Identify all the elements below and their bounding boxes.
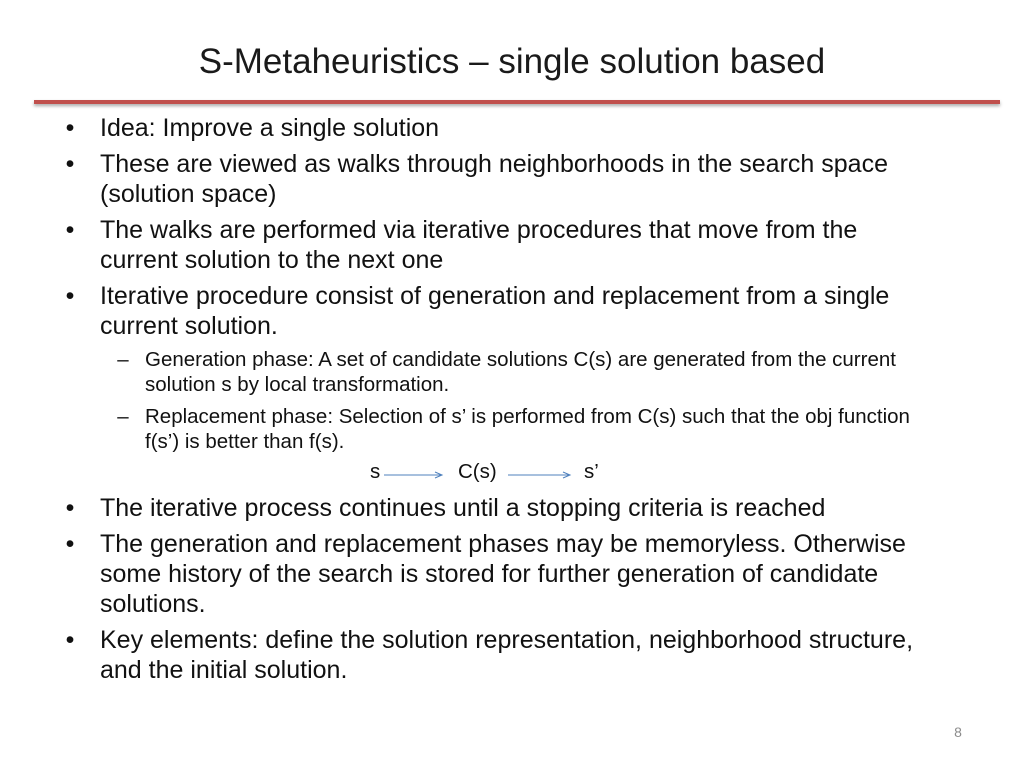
- sub-bullet-item: [117, 404, 945, 454]
- sub-bullet-text: Replacement phase: Selection of s’ is performed from C(s) such that the obj function f(s’) is better than f(s).: [145, 405, 910, 453]
- flow-middle-label: C(s): [458, 460, 497, 483]
- title-divider: [34, 100, 1000, 104]
- bullet-item: [65, 625, 940, 685]
- bullet-dot: •: [65, 216, 75, 244]
- bullet-dot: •: [65, 530, 75, 558]
- bullet-item: [65, 149, 940, 209]
- bullet-dot: •: [65, 494, 75, 522]
- bullet-text: Iterative procedure consist of generation and replacement from a single current solution.: [100, 282, 890, 340]
- bullet-item: [65, 113, 940, 143]
- bullet-text: Key elements: define the solution representation, neighborhood structure, and the initial solution.: [100, 626, 914, 684]
- flow-arrow-icon: [384, 471, 444, 479]
- sub-bullet-item: [117, 347, 945, 397]
- bullet-dot: •: [65, 282, 75, 310]
- dash-marker: –: [117, 405, 129, 428]
- bullet-item: [65, 281, 940, 341]
- flow-arrow-icon: [508, 471, 572, 479]
- slide-title: S-Metaheuristics – single solution based: [198, 42, 826, 81]
- slide-body: [0, 113, 1024, 691]
- flow-end-label: s’: [584, 460, 599, 483]
- bullet-dot: •: [65, 150, 75, 178]
- bullet-dot: •: [65, 114, 75, 142]
- bullet-text: The generation and replacement phases may be memoryless. Otherwise some history of the search is stored for further generation of candidate solutions.: [100, 530, 906, 618]
- bullet-item: [65, 493, 940, 523]
- page-number: 8: [954, 724, 962, 740]
- bullet-text: Idea: Improve a single solution: [100, 114, 440, 142]
- flow-diagram: [0, 459, 1024, 487]
- bullet-item: [65, 215, 940, 275]
- flow-start-label: s: [370, 460, 381, 483]
- sub-bullet-text: Generation phase: A set of candidate solutions C(s) are generated from the current solution s by local transformation.: [145, 348, 896, 396]
- bullet-item: [65, 529, 940, 619]
- bullet-text: The iterative process continues until a stopping criteria is reached: [100, 494, 826, 522]
- bullet-dot: •: [65, 626, 75, 654]
- bullet-text: These are viewed as walks through neighborhoods in the search space (solution space): [100, 150, 888, 208]
- dash-marker: –: [117, 348, 129, 371]
- bullet-text: The walks are performed via iterative procedures that move from the current solution to the next one: [100, 216, 858, 274]
